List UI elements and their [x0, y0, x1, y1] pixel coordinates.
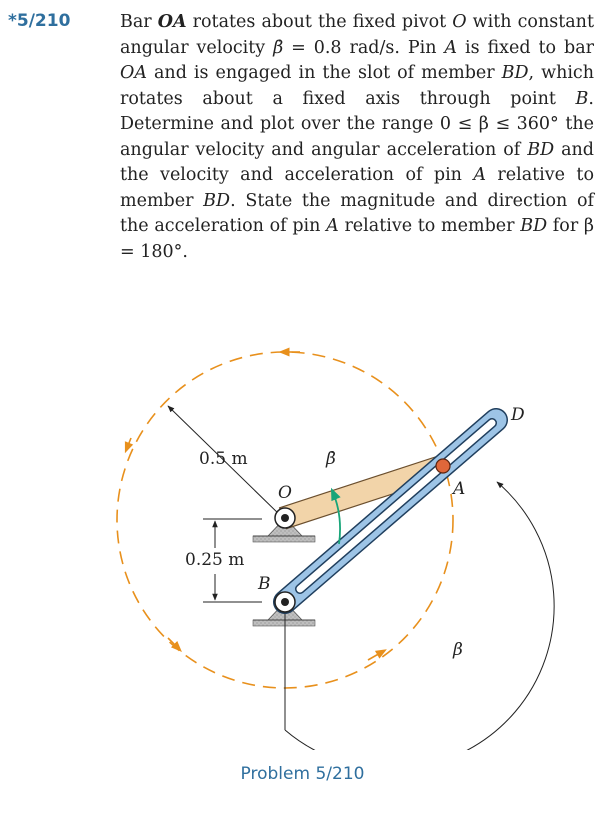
- beta-angle-arc: [285, 482, 554, 750]
- figure-caption: Problem 5/210: [240, 764, 365, 784]
- label-radius: 0.5 m: [199, 449, 248, 469]
- problem-text-part: = 0.8 rad/s. Pin: [283, 37, 445, 58]
- problem-text-part: relative to member: [338, 216, 521, 236]
- problem-number: *5/210: [8, 11, 71, 31]
- label-beta: β: [453, 640, 463, 660]
- problem-text-part: and the velocity and acceleration of pin: [120, 139, 594, 185]
- label-offset: 0.25 m: [185, 550, 245, 570]
- problem-text-part: for β = 180°.: [120, 216, 594, 262]
- problem-text-part: BD: [203, 190, 231, 211]
- path-direction-arrow-left-top: [127, 438, 131, 448]
- problem-text-part: . State the magnitude and direction of the acceleration of pin: [120, 190, 594, 236]
- problem-text-part: B: [575, 88, 589, 109]
- problem-text-part: is fixed to bar: [457, 37, 594, 58]
- pivot-B: [275, 592, 295, 612]
- pin-A: [436, 459, 450, 473]
- problem-text: [120, 10, 594, 265]
- problem-text-part: and is engaged in the slot of member: [147, 63, 502, 83]
- label-D: D: [511, 405, 525, 425]
- problem-text-part: β̇: [273, 37, 284, 58]
- problem-text-part: A: [473, 165, 486, 185]
- problem-text-part: O: [452, 12, 467, 32]
- problem-statement: [8, 10, 598, 265]
- pivot-O: [275, 508, 295, 528]
- mechanism-drawing: [0, 330, 605, 750]
- label-B: B: [258, 574, 271, 594]
- problem-text-part: BD: [520, 216, 548, 236]
- problem-text-part: , which rotates about a fixed axis through point: [120, 63, 595, 109]
- problem-text-part: BD: [501, 63, 529, 83]
- problem-text-part: with constant angular velocity: [120, 12, 594, 58]
- problem-text-part: . Determine and plot over the range 0 ≤ β ≤ 360° the angular velocity and angular acceleration of: [120, 88, 594, 160]
- problem-text-part: BD: [527, 139, 555, 160]
- label-beta-dot: β̇: [326, 449, 336, 469]
- problem-text-part: A: [326, 216, 339, 236]
- mechanism-figure: [0, 330, 605, 750]
- label-A: A: [453, 479, 466, 499]
- problem-text-part: relative to member: [120, 165, 594, 211]
- problem-text-part: OA: [157, 12, 187, 32]
- problem-text-part: OA: [120, 63, 147, 83]
- problem-text-part: A: [444, 37, 458, 58]
- path-direction-arrow-bottom: [368, 652, 382, 660]
- problem-text-part: Bar: [120, 12, 158, 32]
- problem-text-part: rotates about the fixed pivot: [186, 12, 453, 32]
- label-O: O: [278, 483, 292, 503]
